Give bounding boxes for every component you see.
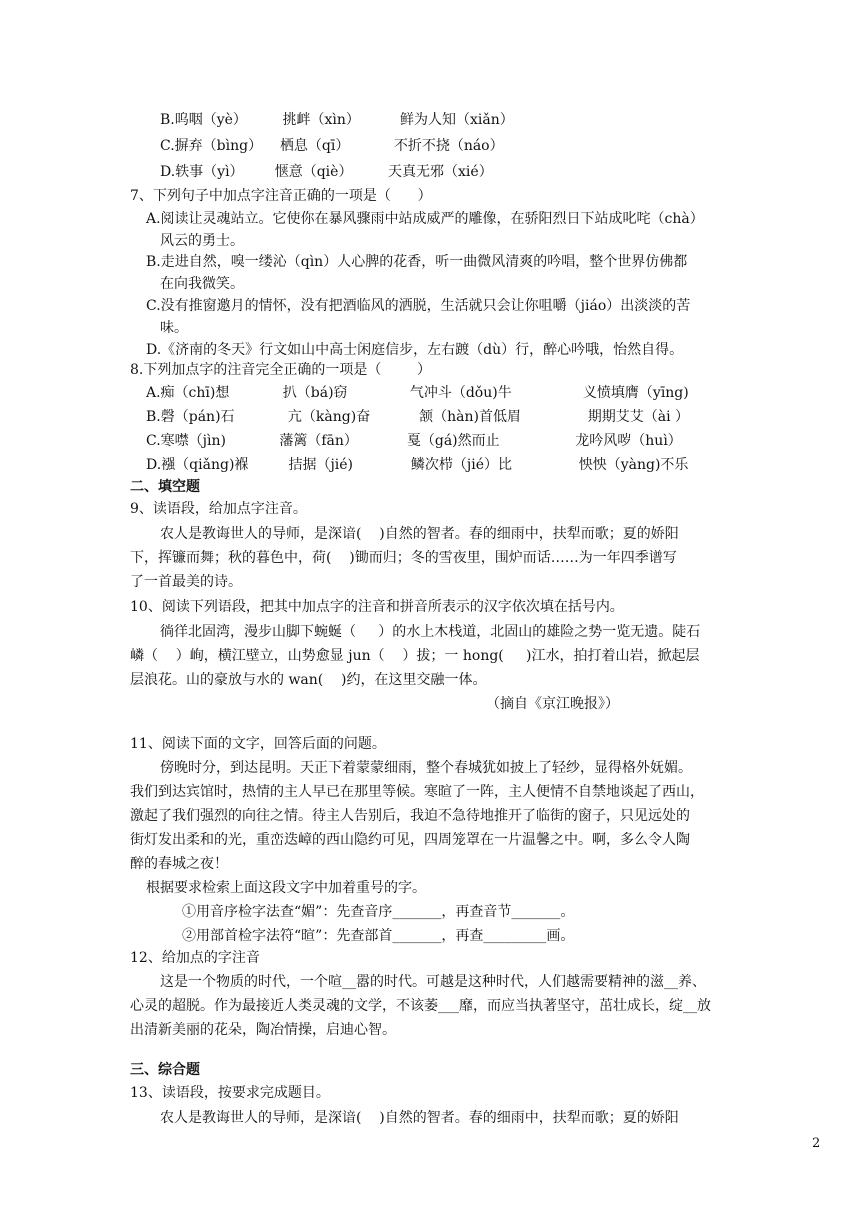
question-7: 7、下列句子中加点字注音正确的一项是（ ） xyxy=(130,188,432,204)
q7-option-d: D.《济南的冬天》行文如山中高士闲庭信步，左右踱（dù）行，醉心吟哦，怡然自得。 xyxy=(146,342,684,358)
q8-option-a: A.痴（chī)想 扒（bá)窃 气冲斗（dǒu)牛 义愤填膺（yīng) xyxy=(146,385,689,401)
q8-option-c: C.寒噤（jìn) 藩篱（fān） 戛（gá)然而止 龙吟风哕（huì） xyxy=(146,433,682,449)
section-comprehensive-title: 三、综合题 xyxy=(130,1062,200,1078)
question-10: 10、阅读下列语段，把其中加点字的注音和拼音所表示的汉字依次填在括号内。 xyxy=(130,599,624,615)
q12-passage-line1: 这是一个物质的时代，一个喧__嚣的时代。可越是这种时代，人们越需要精神的滋__养、 xyxy=(160,974,706,990)
q11-instruction: 根据要求检索上面这段文字中加着重号的字。 xyxy=(146,880,426,896)
question-8: 8.下列加点字的注音完全正确的一项是（ ） xyxy=(130,362,431,378)
q10-passage-line2: 嶙（ ）峋，横江壁立，山势愈显 jun（ ）拔；一 hong( )江水，拍打着山岩，掀起层 xyxy=(130,648,700,664)
q11-item-2: ②用部首检字法符“暄”：先查部首_______，再查_________画。 xyxy=(182,928,575,944)
page-number: 2 xyxy=(812,1136,821,1151)
q7-option-a-line2: 风云的勇士。 xyxy=(160,233,244,249)
q12-passage-line3: 出清新美丽的花朵，陶冶情操，启迪心智。 xyxy=(130,1022,396,1038)
q11-passage-line1: 傍晚时分，到达昆明。天正下着蒙蒙细雨，整个春城犹如披上了轻纱，显得格外妩媚。 xyxy=(160,760,692,776)
q11-passage-line5: 醉的春城之夜！ xyxy=(130,856,228,872)
q8-option-b: B.磬（pán)石 亢（kàng)奋 颔（hàn)首低眉 期期艾艾（ài ） xyxy=(146,409,690,425)
question-11: 11、阅读下面的文字，回答后面的问题。 xyxy=(130,736,386,752)
option-d-q6: D.轶事（yì） 惬意（qiè） 天真无邪（xié） xyxy=(160,164,493,180)
q12-passage-line2: 心灵的超脱。作为最接近人类灵魂的文学，不该萎___靡，而应当执著坚守，茁壮成长，绽__放 xyxy=(130,998,711,1014)
question-12: 12、给加点的字注音 xyxy=(130,950,260,966)
q11-passage-line3: 激起了我们强烈的向往之情。待主人告别后，我迫不急待地推开了临街的窗子，只见远处的 xyxy=(130,808,690,824)
q8-option-d: D.襁（qiǎng)褓 拮据（jié) 鳞次栉（jié）比 怏怏（yàng)不乐 xyxy=(146,457,689,473)
q11-item-1: ①用音序检字法查“媚”：先查音序_______，再查音节_______。 xyxy=(182,904,575,920)
q7-option-a-line1: A.阅读让灵魂站立。它使你在暴风骤雨中站成威严的雕像，在骄阳烈日下站成叱咤（chà） xyxy=(146,211,704,227)
q9-passage-line2: 下，挥镰而舞；秋的暮色中，荷( )锄而归；冬的雪夜里，围炉而话……为一年四季谱写 xyxy=(130,550,677,566)
q10-passage-line1: 徜徉北固湾，漫步山脚下蜿蜒（ ）的水上木栈道，北固山的雄险之势一览无遗。陡石 xyxy=(160,624,701,640)
q13-passage-line1: 农人是教诲世人的导师，是深谙( )自然的智者。春的细雨中，扶犁而歌；夏的娇阳 xyxy=(160,1110,679,1126)
q7-option-c-line2: 味。 xyxy=(160,320,188,336)
q10-source: （摘自《京江晚报》） xyxy=(486,696,619,712)
option-c-q6: C.摒弃（bìng） 栖息（qī） 不折不挠（náo） xyxy=(160,138,504,154)
q11-passage-line4: 街灯发出柔和的光，重峦迭嶂的西山隐约可见，四周笼罩在一片温馨之中。啊，多么令人陶 xyxy=(130,832,690,848)
q9-passage-line1: 农人是教诲世人的导师，是深谙( )自然的智者。春的细雨中，扶犁而歌；夏的娇阳 xyxy=(160,526,679,542)
q7-option-c-line1: C.没有推窗邀月的情怀，没有把酒临风的洒脱，生活就只会让你咀嚼（jiáo）出淡淡的苦 xyxy=(146,298,691,314)
section-fill-in-title: 二、填空题 xyxy=(130,479,200,495)
question-13: 13、读语段，按要求完成题目。 xyxy=(130,1085,330,1101)
q11-passage-line2: 我们到达宾馆时，热情的主人早已在那里等候。寒暄了一阵，主人便情不自禁地谈起了西山， xyxy=(130,784,704,800)
q10-passage-line3: 层浪花。山的豪放与水的 wan( )约，在这里交融一体。 xyxy=(130,672,487,688)
question-9: 9、读语段，给加点字注音。 xyxy=(130,501,307,517)
option-b-q6: B.呜咽（yè） 挑衅（xìn） 鲜为人知（xiǎn） xyxy=(160,112,514,128)
q9-passage-line3: 了一首最美的诗。 xyxy=(130,574,242,590)
q7-option-b-line1: B.走进自然，嗅一缕沁（qìn）人心脾的花香，听一曲微风清爽的吟唱，整个世界仿佛都 xyxy=(146,254,688,270)
q7-option-b-line2: 在向我微笑。 xyxy=(160,276,244,292)
